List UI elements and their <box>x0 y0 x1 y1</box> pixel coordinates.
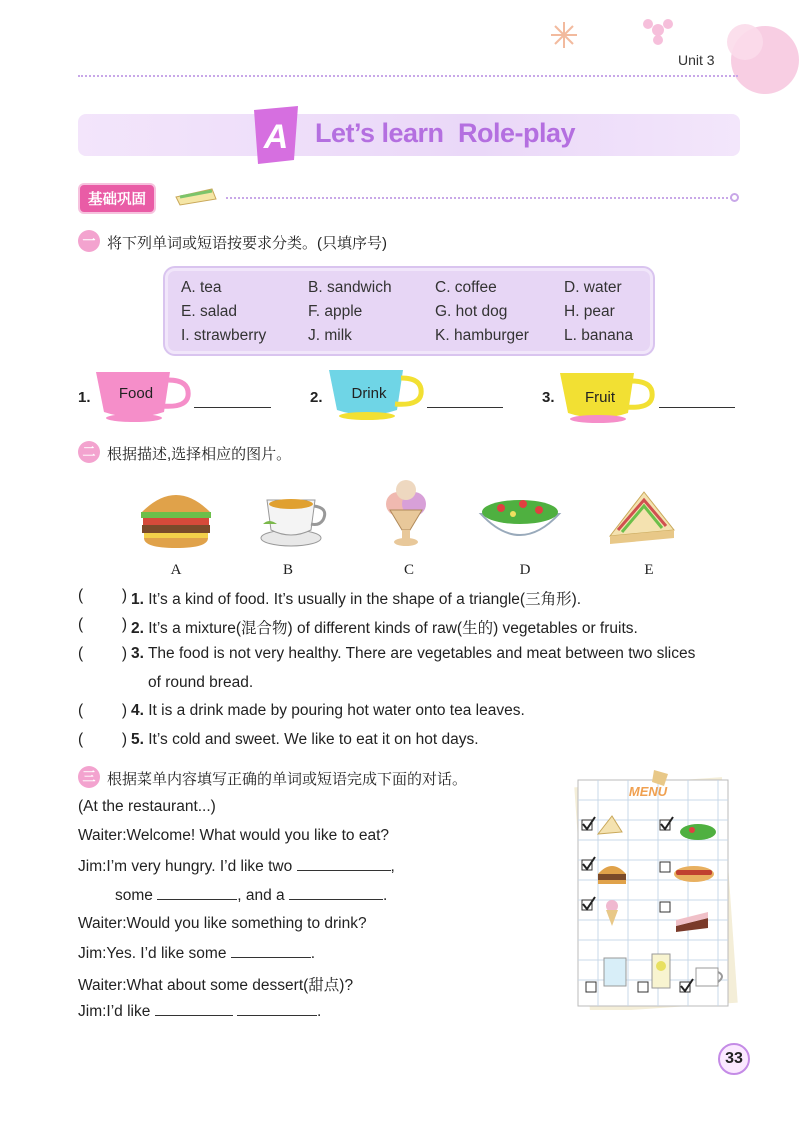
word-option: K. hamburger <box>435 327 529 344</box>
cup-label-food: Food <box>118 385 154 402</box>
dialogue-blank[interactable] <box>289 886 383 900</box>
dialogue-line: Jim:I’d like . <box>78 1003 322 1020</box>
menu-card <box>568 770 740 1010</box>
item-2: 2. It’s a mixture(混合物) of different kinds of raw(生的) vegetables or fruits. <box>131 620 638 637</box>
word-option: I. strawberry <box>181 327 267 344</box>
dialogue-blank[interactable] <box>237 1002 317 1016</box>
unit-label: Unit 3 <box>678 52 715 68</box>
hamburger-picture <box>138 484 214 550</box>
word-option: G. hot dog <box>435 303 508 320</box>
item-1: 1. It’s a kind of food. It’s usually in the shape of a triangle(三角形). <box>131 591 582 608</box>
banner-letter-badge <box>250 104 302 166</box>
dialogue-blank[interactable] <box>157 886 237 900</box>
cup-label-fruit: Fruit <box>585 389 615 406</box>
word-option: D. water <box>564 279 622 296</box>
dialogue-blank[interactable] <box>297 857 391 871</box>
picture-letter: A <box>170 562 182 578</box>
divider-end-dot <box>730 193 739 202</box>
dialogue-line: Waiter:What about some dessert(甜点)? <box>78 977 354 994</box>
word-option: C. coffee <box>435 279 497 296</box>
answer-bracket[interactable]: ( ) <box>78 616 128 633</box>
question-1-instruction: 将下列单词或短语按要求分类。(只填序号) <box>107 235 387 252</box>
question-3-instruction: 根据菜单内容填写正确的单词或短语完成下面的对话。 <box>107 771 468 788</box>
dialogue-blank[interactable] <box>231 944 311 958</box>
answer-blank-drink[interactable] <box>427 390 503 408</box>
section-divider <box>226 197 732 199</box>
item-4: 4. It is a drink made by pouring hot water onto tea leaves. <box>131 702 525 719</box>
item-3-continued: of round bread. <box>148 674 254 691</box>
header-divider <box>78 75 738 77</box>
picture-letter: C <box>403 562 414 578</box>
banner-letter: A <box>263 118 289 156</box>
cup-number: 1. <box>78 389 91 406</box>
dialogue-line: Jim:Yes. I’d like some . <box>78 945 316 962</box>
word-option: E. salad <box>181 303 238 320</box>
dialogue-blank[interactable] <box>155 1002 233 1016</box>
ice-cream-picture <box>378 478 436 550</box>
word-option: J. milk <box>308 327 352 344</box>
tea-picture <box>257 484 331 550</box>
item-5: 5. It’s cold and sweet. We like to eat it on hot days. <box>131 731 479 748</box>
flower-decoration <box>540 0 800 100</box>
word-option: H. pear <box>564 303 615 320</box>
cup-number: 2. <box>310 389 323 406</box>
word-option: F. apple <box>308 303 363 320</box>
sandwich-tag-icon <box>172 183 220 209</box>
dialogue-line: Waiter:Welcome! What would you like to eat? <box>78 827 389 844</box>
question-1-badge: 一 <box>78 230 100 252</box>
answer-blank-fruit[interactable] <box>659 390 735 408</box>
salad-picture <box>477 492 563 548</box>
question-2-instruction: 根据描述,选择相应的图片。 <box>107 446 292 463</box>
banner-subtitle: Role-play <box>458 118 576 148</box>
dialogue-line: Waiter:Would you like something to drink? <box>78 915 367 932</box>
dialogue-line: some , and a . <box>115 887 388 904</box>
word-option: L. banana <box>564 327 633 344</box>
cup-number: 3. <box>542 389 555 406</box>
word-option: B. sandwich <box>308 279 392 296</box>
picture-letter: E <box>644 562 654 578</box>
answer-blank-food[interactable] <box>194 390 271 408</box>
section-tag: 基础巩固 <box>78 183 156 214</box>
menu-title: MENU <box>628 784 668 799</box>
item-3: 3. The food is not very healthy. There are vegetables and meat between two slices <box>131 645 696 662</box>
answer-bracket[interactable]: ( ) <box>78 645 128 662</box>
banner-title: Let’s learn <box>315 118 444 148</box>
sandwich-picture <box>604 486 680 548</box>
answer-bracket[interactable]: ( ) <box>78 731 128 748</box>
answer-bracket[interactable]: ( ) <box>78 587 128 604</box>
page-number: 33 <box>718 1043 750 1075</box>
cup-label-drink: Drink <box>351 385 387 402</box>
answer-bracket[interactable]: ( ) <box>78 702 128 719</box>
question-2-badge: 二 <box>78 441 100 463</box>
word-option: A. tea <box>181 279 222 296</box>
dialogue-context: (At the restaurant...) <box>78 798 216 815</box>
dialogue-line: Jim:I’m very hungry. I’d like two , <box>78 858 395 875</box>
question-3-badge: 三 <box>78 766 100 788</box>
picture-letter: B <box>282 562 293 578</box>
picture-letter: D <box>519 562 531 578</box>
